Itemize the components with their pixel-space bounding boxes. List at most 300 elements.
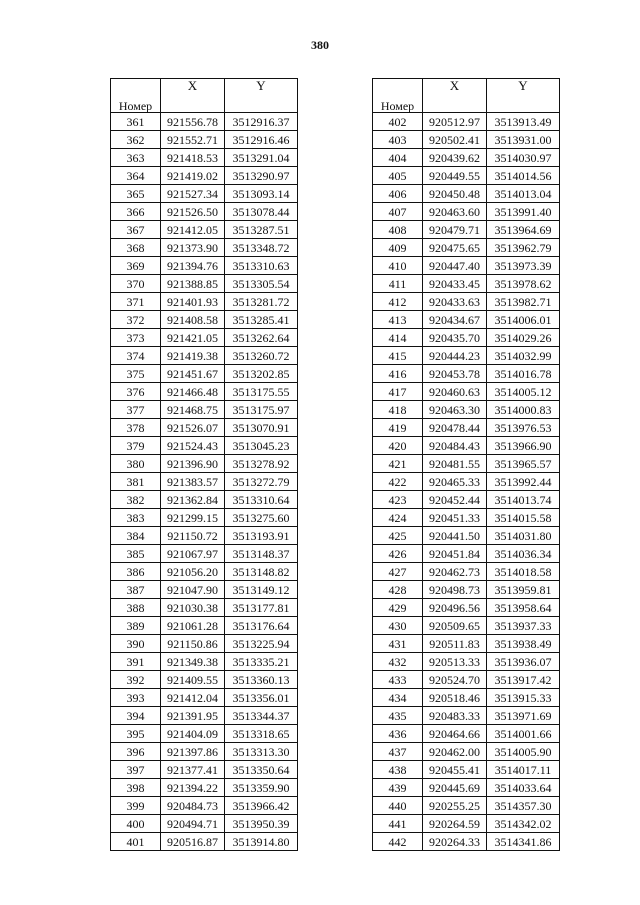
cell-x: 920502.41: [423, 131, 487, 149]
cell-x: 920509.65: [423, 617, 487, 635]
cell-number: 409: [373, 239, 423, 257]
table-row: [373, 185, 560, 203]
cell-number: 406: [373, 185, 423, 203]
cell-number: 420: [373, 437, 423, 455]
cell-number: 365: [111, 185, 161, 203]
cell-x: 921150.86: [161, 635, 225, 653]
cell-x: 921419.38: [161, 347, 225, 365]
cell-number: 423: [373, 491, 423, 509]
cell-x: 921468.75: [161, 401, 225, 419]
cell-number: 361: [111, 113, 161, 131]
cell-y: 3513093.14: [225, 185, 298, 203]
cell-x: 920511.83: [423, 635, 487, 653]
cell-x: 920464.66: [423, 725, 487, 743]
cell-y: 3514005.12: [487, 383, 560, 401]
cell-y: 3513176.64: [225, 617, 298, 635]
cell-number: 429: [373, 599, 423, 617]
cell-number: 384: [111, 527, 161, 545]
cell-number: 436: [373, 725, 423, 743]
cell-x: 920494.71: [161, 815, 225, 833]
cell-y: 3514017.11: [487, 761, 560, 779]
cell-x: 920451.84: [423, 545, 487, 563]
cell-number: 408: [373, 221, 423, 239]
cell-x: 920463.30: [423, 401, 487, 419]
cell-y: 3513287.51: [225, 221, 298, 239]
table-row: [111, 167, 298, 185]
table-row: [373, 401, 560, 419]
cell-y: 3513937.33: [487, 617, 560, 635]
page-number: 380: [311, 38, 329, 52]
table-row: [111, 275, 298, 293]
cell-x: 921404.09: [161, 725, 225, 743]
cell-y: 3513976.53: [487, 419, 560, 437]
cell-number: 385: [111, 545, 161, 563]
table-row: [111, 743, 298, 761]
cell-x: 920451.33: [423, 509, 487, 527]
cell-number: 413: [373, 311, 423, 329]
cell-x: 920255.25: [423, 797, 487, 815]
cell-y: 3513290.97: [225, 167, 298, 185]
table-row: [111, 707, 298, 725]
cell-y: 3513936.07: [487, 653, 560, 671]
table-row: [373, 509, 560, 527]
cell-y: 3514005.90: [487, 743, 560, 761]
cell-x: 920483.33: [423, 707, 487, 725]
cell-y: 3514018.58: [487, 563, 560, 581]
cell-number: 438: [373, 761, 423, 779]
table-row: [373, 725, 560, 743]
cell-number: 441: [373, 815, 423, 833]
cell-x: 920518.46: [423, 689, 487, 707]
cell-x: 920460.63: [423, 383, 487, 401]
cell-x: 920447.40: [423, 257, 487, 275]
cell-y: 3514001.66: [487, 725, 560, 743]
table-row: [373, 311, 560, 329]
table-row: [111, 761, 298, 779]
table-row: [111, 293, 298, 311]
table-row: [111, 329, 298, 347]
cell-x: 920264.33: [423, 833, 487, 851]
table-row: [373, 671, 560, 689]
table-row: [373, 779, 560, 797]
cell-y: 3513278.92: [225, 455, 298, 473]
cell-y: 3513348.72: [225, 239, 298, 257]
cell-number: 364: [111, 167, 161, 185]
table-row: [111, 257, 298, 275]
cell-y: 3513272.79: [225, 473, 298, 491]
cell-number: 392: [111, 671, 161, 689]
cell-number: 381: [111, 473, 161, 491]
cell-number: 369: [111, 257, 161, 275]
cell-x: 921408.58: [161, 311, 225, 329]
cell-number: 367: [111, 221, 161, 239]
cell-y: 3514033.64: [487, 779, 560, 797]
cell-y: 3513310.64: [225, 491, 298, 509]
column-header-number: Номер: [373, 79, 423, 113]
cell-number: 407: [373, 203, 423, 221]
cell-x: 921396.90: [161, 455, 225, 473]
cell-x: 920465.33: [423, 473, 487, 491]
cell-number: 415: [373, 347, 423, 365]
cell-x: 921394.76: [161, 257, 225, 275]
cell-y: 3514015.58: [487, 509, 560, 527]
cell-number: 439: [373, 779, 423, 797]
cell-y: 3513045.23: [225, 437, 298, 455]
cell-number: 399: [111, 797, 161, 815]
cell-y: 3513275.60: [225, 509, 298, 527]
table-row: [373, 545, 560, 563]
cell-x: 920479.71: [423, 221, 487, 239]
column-header-x: X: [423, 79, 487, 113]
cell-number: 418: [373, 401, 423, 419]
table-row: [111, 599, 298, 617]
cell-number: 405: [373, 167, 423, 185]
cell-number: 410: [373, 257, 423, 275]
cell-x: 920452.44: [423, 491, 487, 509]
table-row: [111, 401, 298, 419]
cell-y: 3513149.12: [225, 581, 298, 599]
cell-y: 3514013.04: [487, 185, 560, 203]
table-row: [111, 725, 298, 743]
table-row: [111, 563, 298, 581]
cell-x: 921056.20: [161, 563, 225, 581]
table-row: [373, 257, 560, 275]
table-row: [373, 293, 560, 311]
cell-number: 425: [373, 527, 423, 545]
cell-number: 388: [111, 599, 161, 617]
cell-number: 400: [111, 815, 161, 833]
table-row: [373, 743, 560, 761]
table-row: [373, 113, 560, 131]
cell-y: 3513291.04: [225, 149, 298, 167]
cell-y: 3513344.37: [225, 707, 298, 725]
cell-number: 414: [373, 329, 423, 347]
table-row: [373, 761, 560, 779]
cell-number: 375: [111, 365, 161, 383]
cell-y: 3514014.56: [487, 167, 560, 185]
cell-x: 920463.60: [423, 203, 487, 221]
cell-y: 3513202.85: [225, 365, 298, 383]
cell-number: 368: [111, 239, 161, 257]
cell-y: 3513148.82: [225, 563, 298, 581]
cell-y: 3514341.86: [487, 833, 560, 851]
cell-number: 366: [111, 203, 161, 221]
cell-number: 380: [111, 455, 161, 473]
table-row: [111, 131, 298, 149]
cell-x: 921401.93: [161, 293, 225, 311]
cell-y: 3513966.42: [225, 797, 298, 815]
table-row: [373, 221, 560, 239]
cell-number: 434: [373, 689, 423, 707]
cell-number: 416: [373, 365, 423, 383]
cell-y: 3514000.83: [487, 401, 560, 419]
cell-x: 921388.85: [161, 275, 225, 293]
cell-x: 920481.55: [423, 455, 487, 473]
cell-y: 3513175.55: [225, 383, 298, 401]
cell-x: 920445.69: [423, 779, 487, 797]
cell-y: 3513991.40: [487, 203, 560, 221]
cell-y: 3513938.49: [487, 635, 560, 653]
cell-x: 921527.34: [161, 185, 225, 203]
table-row: [373, 707, 560, 725]
cell-number: 378: [111, 419, 161, 437]
table-body-left: [111, 113, 298, 851]
table-row: [373, 815, 560, 833]
cell-y: 3513260.72: [225, 347, 298, 365]
cell-x: 921383.57: [161, 473, 225, 491]
cell-x: 921526.50: [161, 203, 225, 221]
cell-y: 3513913.49: [487, 113, 560, 131]
table-row: [111, 815, 298, 833]
cell-number: 398: [111, 779, 161, 797]
cell-y: 3513318.65: [225, 725, 298, 743]
table-row: [111, 581, 298, 599]
cell-number: 373: [111, 329, 161, 347]
table-row: [373, 131, 560, 149]
table-row: [111, 779, 298, 797]
table-row: [373, 329, 560, 347]
cell-x: 920524.70: [423, 671, 487, 689]
table-body-right: [373, 113, 560, 851]
cell-y: 3512916.37: [225, 113, 298, 131]
table-row: [373, 563, 560, 581]
cell-y: 3514030.97: [487, 149, 560, 167]
cell-number: 437: [373, 743, 423, 761]
cell-x: 920484.73: [161, 797, 225, 815]
table-row: [373, 527, 560, 545]
cell-number: 403: [373, 131, 423, 149]
cell-y: 3513950.39: [225, 815, 298, 833]
cell-number: 431: [373, 635, 423, 653]
cell-number: 390: [111, 635, 161, 653]
cell-x: 921552.71: [161, 131, 225, 149]
table-row: [111, 365, 298, 383]
cell-number: 377: [111, 401, 161, 419]
cell-number: 421: [373, 455, 423, 473]
cell-y: 3513973.39: [487, 257, 560, 275]
cell-x: 921421.05: [161, 329, 225, 347]
cell-y: 3513978.62: [487, 275, 560, 293]
cell-y: 3513965.57: [487, 455, 560, 473]
table-row: [373, 653, 560, 671]
table-row: [111, 671, 298, 689]
table-row: [111, 833, 298, 851]
table-row: [373, 239, 560, 257]
table-row: [111, 473, 298, 491]
table-row: [111, 455, 298, 473]
cell-y: 3514016.78: [487, 365, 560, 383]
cell-x: 921067.97: [161, 545, 225, 563]
table-row: [111, 689, 298, 707]
cell-x: 920453.78: [423, 365, 487, 383]
table-row: [373, 581, 560, 599]
table-row: [111, 617, 298, 635]
cell-x: 921524.43: [161, 437, 225, 455]
cell-y: 3513070.91: [225, 419, 298, 437]
table-row: [373, 419, 560, 437]
cell-number: 401: [111, 833, 161, 851]
cell-number: 362: [111, 131, 161, 149]
cell-x: 920439.62: [423, 149, 487, 167]
cell-x: 921377.41: [161, 761, 225, 779]
cell-number: 394: [111, 707, 161, 725]
cell-x: 921349.38: [161, 653, 225, 671]
cell-x: 921409.55: [161, 671, 225, 689]
cell-x: 920444.23: [423, 347, 487, 365]
table-row: [373, 599, 560, 617]
coordinates-table-left: [110, 78, 298, 851]
table-row: [373, 455, 560, 473]
table-row: [111, 311, 298, 329]
table-row: [373, 689, 560, 707]
table-row: [111, 185, 298, 203]
cell-y: 3514013.74: [487, 491, 560, 509]
cell-y: 3513285.41: [225, 311, 298, 329]
cell-y: 3513962.79: [487, 239, 560, 257]
cell-y: 3513148.37: [225, 545, 298, 563]
table-row: [373, 833, 560, 851]
cell-y: 3513262.64: [225, 329, 298, 347]
column-header-y: Y: [225, 79, 298, 113]
cell-x: 920433.63: [423, 293, 487, 311]
cell-number: 440: [373, 797, 423, 815]
cell-x: 920441.50: [423, 527, 487, 545]
table-row: [111, 797, 298, 815]
cell-number: 430: [373, 617, 423, 635]
cell-number: 433: [373, 671, 423, 689]
cell-number: 404: [373, 149, 423, 167]
cell-y: 3513356.01: [225, 689, 298, 707]
table-row: [111, 437, 298, 455]
cell-number: 386: [111, 563, 161, 581]
cell-number: 383: [111, 509, 161, 527]
table-row: [111, 239, 298, 257]
cell-y: 3513335.21: [225, 653, 298, 671]
cell-y: 3513175.97: [225, 401, 298, 419]
table-row: [111, 203, 298, 221]
cell-x: 920516.87: [161, 833, 225, 851]
cell-x: 921394.22: [161, 779, 225, 797]
table-row: [111, 635, 298, 653]
column-header-y: Y: [487, 79, 560, 113]
table-header-row: [111, 79, 298, 113]
cell-number: 379: [111, 437, 161, 455]
table-row: [111, 149, 298, 167]
table-row: [111, 383, 298, 401]
column-header-number: Номер: [111, 79, 161, 113]
table-row: [373, 203, 560, 221]
cell-number: 427: [373, 563, 423, 581]
table-row: [373, 347, 560, 365]
cell-number: 363: [111, 149, 161, 167]
cell-y: 3514357.30: [487, 797, 560, 815]
cell-y: 3513915.33: [487, 689, 560, 707]
cell-number: 412: [373, 293, 423, 311]
table-row: [373, 617, 560, 635]
cell-y: 3513360.13: [225, 671, 298, 689]
cell-number: 370: [111, 275, 161, 293]
cell-x: 920433.45: [423, 275, 487, 293]
cell-x: 920449.55: [423, 167, 487, 185]
cell-y: 3513992.44: [487, 473, 560, 491]
cell-x: 921391.95: [161, 707, 225, 725]
cell-y: 3513931.00: [487, 131, 560, 149]
table-row: [111, 419, 298, 437]
cell-x: 921030.38: [161, 599, 225, 617]
cell-x: 921451.67: [161, 365, 225, 383]
cell-x: 921061.28: [161, 617, 225, 635]
cell-number: 395: [111, 725, 161, 743]
cell-x: 921150.72: [161, 527, 225, 545]
cell-y: 3513359.90: [225, 779, 298, 797]
cell-number: 422: [373, 473, 423, 491]
table-row: [373, 383, 560, 401]
cell-number: 371: [111, 293, 161, 311]
cell-x: 921526.07: [161, 419, 225, 437]
cell-y: 3513914.80: [225, 833, 298, 851]
cell-y: 3514032.99: [487, 347, 560, 365]
table-row: [373, 167, 560, 185]
column-header-x: X: [161, 79, 225, 113]
cell-y: 3513917.42: [487, 671, 560, 689]
cell-y: 3513193.91: [225, 527, 298, 545]
cell-number: 424: [373, 509, 423, 527]
cell-x: 920264.59: [423, 815, 487, 833]
cell-number: 372: [111, 311, 161, 329]
cell-x: 920475.65: [423, 239, 487, 257]
cell-number: 419: [373, 419, 423, 437]
cell-x: 920498.73: [423, 581, 487, 599]
cell-number: 382: [111, 491, 161, 509]
cell-y: 3513078.44: [225, 203, 298, 221]
cell-y: 3512916.46: [225, 131, 298, 149]
cell-number: 376: [111, 383, 161, 401]
cell-x: 920462.73: [423, 563, 487, 581]
table-row: [373, 491, 560, 509]
table-row: [373, 149, 560, 167]
table-row: [111, 347, 298, 365]
table-row: [373, 275, 560, 293]
cell-x: 920434.67: [423, 311, 487, 329]
table-row: [111, 509, 298, 527]
cell-x: 920435.70: [423, 329, 487, 347]
cell-number: 428: [373, 581, 423, 599]
cell-number: 442: [373, 833, 423, 851]
cell-number: 432: [373, 653, 423, 671]
cell-x: 921397.86: [161, 743, 225, 761]
cell-y: 3514006.01: [487, 311, 560, 329]
cell-y: 3513310.63: [225, 257, 298, 275]
table-header-row: [373, 79, 560, 113]
cell-y: 3513964.69: [487, 221, 560, 239]
cell-number: 374: [111, 347, 161, 365]
cell-x: 921299.15: [161, 509, 225, 527]
cell-number: 435: [373, 707, 423, 725]
table-row: [111, 545, 298, 563]
table-row: [373, 437, 560, 455]
table-row: [111, 113, 298, 131]
cell-number: 411: [373, 275, 423, 293]
cell-x: 921556.78: [161, 113, 225, 131]
cell-x: 921362.84: [161, 491, 225, 509]
cell-number: 389: [111, 617, 161, 635]
cell-x: 921466.48: [161, 383, 225, 401]
cell-number: 387: [111, 581, 161, 599]
cell-number: 396: [111, 743, 161, 761]
cell-y: 3513350.64: [225, 761, 298, 779]
cell-x: 920513.33: [423, 653, 487, 671]
cell-y: 3513958.64: [487, 599, 560, 617]
